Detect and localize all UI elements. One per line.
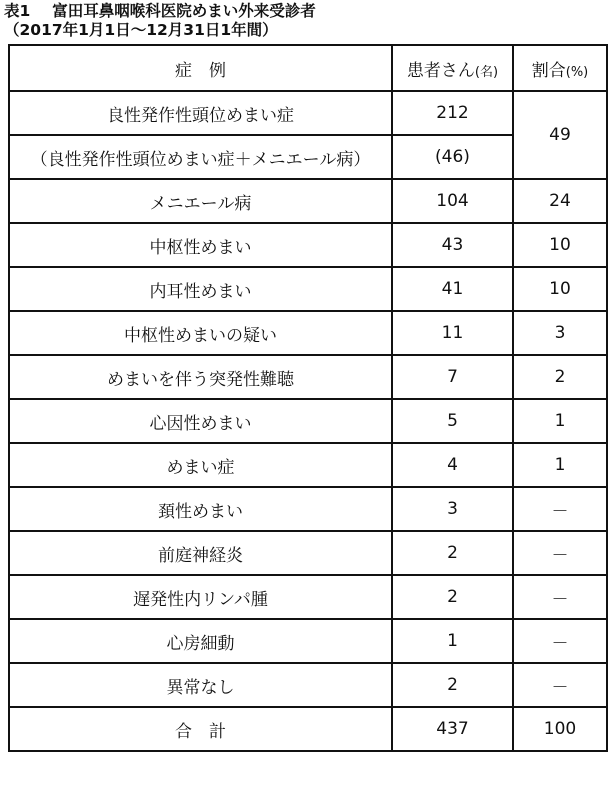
ratio-value: 1	[513, 443, 607, 487]
table-caption	[4, 2, 316, 40]
disease-name: めまい症	[9, 443, 392, 487]
table-row	[9, 311, 607, 355]
total-count: 437	[392, 707, 513, 751]
disease-name: メニエール病	[9, 179, 392, 223]
table-row	[9, 575, 607, 619]
patient-count: 104	[392, 179, 513, 223]
ratio-value: 3	[513, 311, 607, 355]
disease-name: 心房細動	[9, 619, 392, 663]
table-title: 富田耳鼻咽喉科医院めまい外来受診者	[52, 2, 316, 20]
ratio-value: －	[513, 663, 607, 707]
ratio-value: －	[513, 619, 607, 663]
table-row	[9, 223, 607, 267]
header-disease: 症 例	[9, 45, 392, 91]
disease-name: 中枢性めまい	[9, 223, 392, 267]
header-ratio-label: 割合	[531, 60, 566, 81]
patient-count: 43	[392, 223, 513, 267]
ratio-value: －	[513, 575, 607, 619]
disease-name: 異常なし	[9, 663, 392, 707]
patient-count: 2	[392, 575, 513, 619]
table-row	[9, 399, 607, 443]
table-row	[9, 267, 607, 311]
ratio-value: 10	[513, 223, 607, 267]
table-row	[9, 91, 607, 135]
table-row	[9, 179, 607, 223]
ratio-value: 10	[513, 267, 607, 311]
table-row	[9, 663, 607, 707]
patient-count: 41	[392, 267, 513, 311]
disease-name: 遅発性内リンパ腫	[9, 575, 392, 619]
ratio-value: 2	[513, 355, 607, 399]
patient-count: 4	[392, 443, 513, 487]
header-row	[9, 45, 607, 91]
table-row	[9, 531, 607, 575]
disease-name: 頚性めまい	[9, 487, 392, 531]
vertigo-patient-table	[8, 44, 608, 752]
total-label: 合 計	[9, 707, 392, 751]
table-row	[9, 487, 607, 531]
patient-count: 2	[392, 663, 513, 707]
patient-count: 7	[392, 355, 513, 399]
disease-name: 前庭神経炎	[9, 531, 392, 575]
header-ratio	[513, 45, 607, 91]
ratio-value: －	[513, 531, 607, 575]
patient-count: 3	[392, 487, 513, 531]
disease-name: 良性発作性頭位めまい症	[9, 91, 392, 135]
patient-count: 2	[392, 531, 513, 575]
patient-count: 1	[392, 619, 513, 663]
ratio-value: 1	[513, 399, 607, 443]
table-row	[9, 355, 607, 399]
table-number: 表1	[4, 2, 31, 20]
disease-name: めまいを伴う突発性難聴	[9, 355, 392, 399]
table-row	[9, 619, 607, 663]
disease-name: （良性発作性頭位めまい症＋メニエール病）	[9, 135, 392, 179]
caption-title-line	[4, 2, 316, 21]
patient-count: 212	[392, 91, 513, 135]
table-period: （2017年1月1日～12月31日1年間）	[4, 21, 278, 39]
total-row	[9, 707, 607, 751]
ratio-value: －	[513, 487, 607, 531]
header-patients	[392, 45, 513, 91]
header-patients-label: 患者さん	[406, 60, 475, 81]
patient-count: 11	[392, 311, 513, 355]
disease-name: 心因性めまい	[9, 399, 392, 443]
ratio-value: 49	[513, 91, 607, 179]
patient-count: (46)	[392, 135, 513, 179]
total-ratio: 100	[513, 707, 607, 751]
header-ratio-unit: (%)	[565, 64, 589, 80]
ratio-value: 24	[513, 179, 607, 223]
patient-count: 5	[392, 399, 513, 443]
table-row	[9, 443, 607, 487]
disease-name: 内耳性めまい	[9, 267, 392, 311]
header-patients-unit: (名)	[474, 64, 499, 80]
disease-name: 中枢性めまいの疑い	[9, 311, 392, 355]
